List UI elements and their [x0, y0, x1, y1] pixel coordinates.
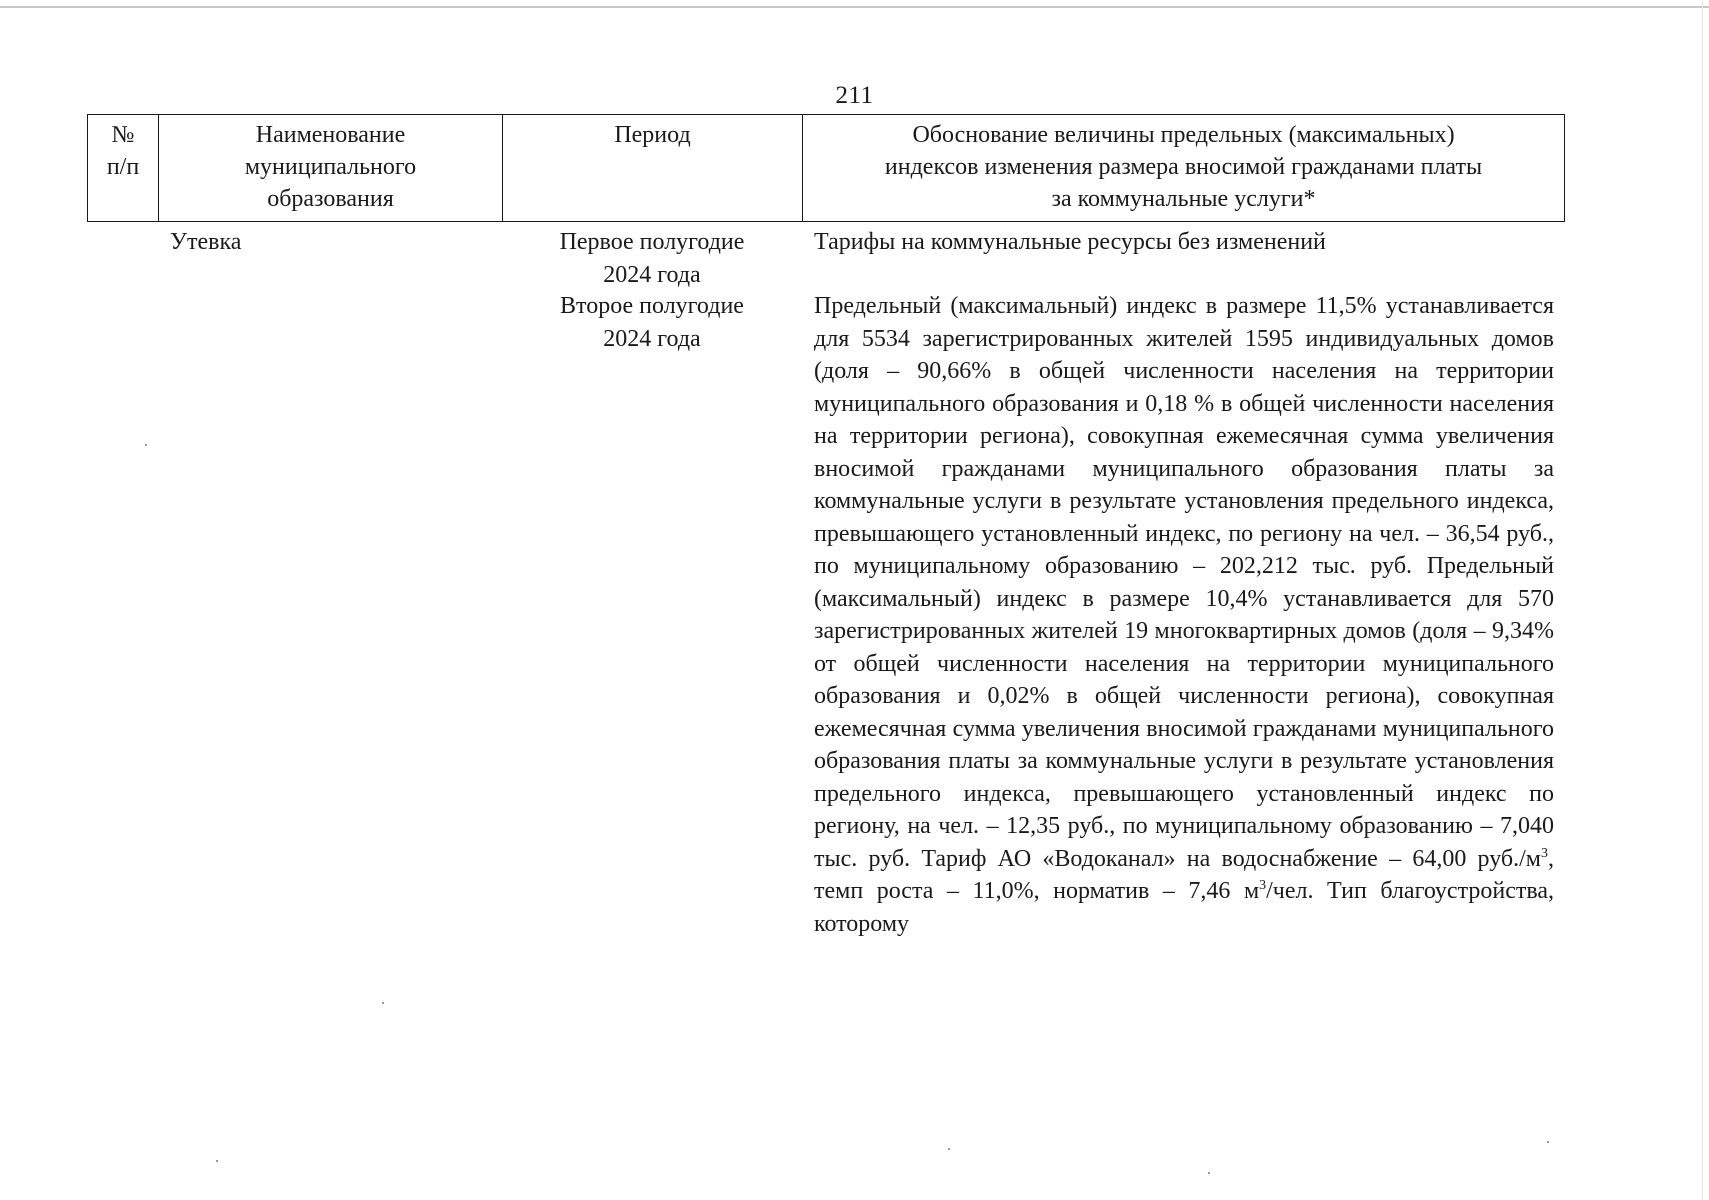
justification-text-part3: /чел. Тип благоустройства, которому	[814, 878, 1555, 937]
scan-edge-right	[1702, 0, 1703, 1200]
header-col-municipality: Наименование муниципального образования	[159, 115, 503, 221]
scan-speck	[1547, 1141, 1549, 1143]
period-first-half: Первое полугодие 2024 года	[559, 229, 745, 288]
municipality-name: Утевка	[170, 229, 242, 255]
justification-text-part2: , темп роста – 11,0%, норматив – 7,46 м	[814, 845, 1554, 904]
justification-text-part1: Предельный (максимальный) индекс в размере 11,5% устанавливается для 5534 зарегистрированных жителей 1595 индивидуальных домов (доля – 90,66% в общей численности населения на территории муниципального образования и 0,18 % в общей численности населения на территории региона), совокупная ежемесячная сумма увеличения вносимой гражданами муниципального образования платы за коммунальные услуги в результате установления предельного индекса, превышающего установленный индекс, по региону на чел. – 36,54 руб., по муниципальному образованию – 202,212 тыс. руб. Предельный (максимальный) индекс в размере 10,4% устанавливается для 570 зарегистрированных жителей 19 многоквартирных домов (доля – 9,34% от общей численности населения на территории муниципального образования и 0,02% в общей численности региона), совокупная ежемесячная сумма увеличения вносимой гражданами муниципального образования платы за коммунальные услуги в результате установления предельного индекса, превышающего установленный индекс по региону, на чел. – 12,35 руб., по муниципальному образованию – 7,040 тыс. руб. Тариф АО «Водоканал» на водоснабжение – 64,00 руб./м	[814, 293, 1554, 872]
page-number: 211	[835, 82, 874, 109]
justification-second-half	[814, 290, 1554, 940]
header-col-justification: Обоснование величины предельных (максимальных) индексов изменения размера вносимой гражданами платы за коммунальные услуги*	[884, 122, 1483, 212]
scan-edge	[0, 6, 1709, 8]
scan-speck	[216, 1160, 218, 1162]
superscript-cubic-2: 3	[1259, 878, 1267, 893]
table-body	[87, 222, 1565, 1182]
justification-first-half: Тарифы на коммунальные ресурсы без изменений	[814, 229, 1326, 255]
scan-speck	[382, 1002, 384, 1004]
period-second-half: Второе полугодие 2024 года	[560, 293, 744, 352]
scan-speck	[1208, 1172, 1210, 1174]
scan-speck	[948, 1148, 950, 1150]
header-col-number: № п/п	[88, 115, 159, 221]
scan-speck	[145, 444, 147, 446]
superscript-cubic-1: 3	[1541, 845, 1548, 861]
header-col-period: Период	[503, 115, 803, 221]
table-header	[87, 114, 1565, 222]
